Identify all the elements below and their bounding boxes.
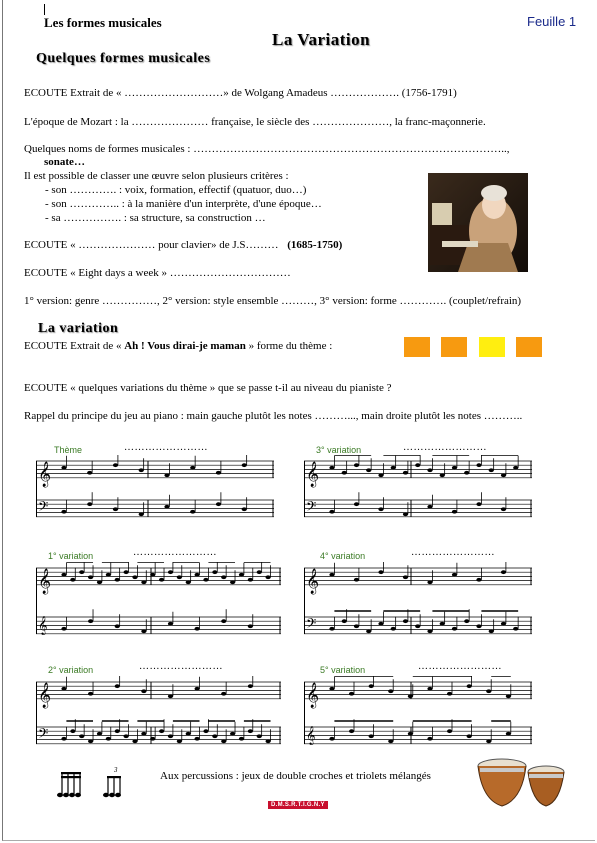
line-versions: 1° version: genre ……………, 2° version: style ensemble ………, 3° version: forme …………. (couplet/refrain) <box>24 295 522 307</box>
main-title: La Variation <box>272 30 371 49</box>
score-label-v5: 5° variation <box>320 665 366 675</box>
svg-text:𝄞: 𝄞 <box>306 568 320 594</box>
score-v1 <box>36 562 281 642</box>
score-blank-v1: …………………… <box>133 547 217 558</box>
percussion-text: Aux percussions : jeux de double croches et triolets mélangés <box>160 770 431 782</box>
score-label-v4: 4° variation <box>320 551 366 561</box>
svg-text:𝄢: 𝄢 <box>38 725 49 745</box>
line-ecoute-bach-text: ECOUTE « ………………… pour clavier» de J.S……… <box>24 239 279 251</box>
line-ecoute-mozart: ECOUTE Extrait de « ………………………» de Wolgang Amadeus ………………. (1756-1791) <box>24 87 457 99</box>
section1-title: Quelques formes musicales <box>36 51 211 66</box>
line-ecoute-bach-dates: (1685-1750) <box>287 239 343 251</box>
svg-text:𝄞: 𝄞 <box>38 615 48 635</box>
score-blank-v3: …………………… <box>403 442 487 453</box>
ecoute-maman-prefix: ECOUTE Extrait de « <box>24 340 122 352</box>
svg-text:𝄞: 𝄞 <box>38 461 52 487</box>
theme-form-swatch-4 <box>516 337 542 357</box>
svg-text:𝄢: 𝄢 <box>38 498 49 518</box>
svg-text:𝄞: 𝄞 <box>306 461 320 487</box>
line-critere-3: - sa ……………. : sa structure, sa construction … <box>45 212 266 224</box>
line-critere-2: - son ………….. : à la manière d'un interprète, d'une époque… <box>45 198 322 210</box>
line-formes: Quelques noms de formes musicales : ………………………………………………………………………….., <box>24 143 510 155</box>
score-v3 <box>304 455 532 525</box>
line-ecoute-bach <box>24 239 342 251</box>
bongo-drums-icon <box>474 752 568 810</box>
score-v5 <box>304 676 532 752</box>
svg-text:𝄢: 𝄢 <box>306 615 317 635</box>
theme-form-swatch-2 <box>441 337 467 357</box>
score-blank-v4: …………………… <box>411 547 495 558</box>
ecoute-maman-title: Ah ! Vous dirai-je maman <box>124 340 246 352</box>
svg-text:𝄞: 𝄞 <box>38 682 52 708</box>
mozart-portrait <box>428 173 528 272</box>
rhythm-notation-icon <box>56 766 132 800</box>
score-theme <box>36 455 274 525</box>
score-label-v1: 1° variation <box>48 551 94 561</box>
theme-form-swatch-1 <box>404 337 430 357</box>
cursor-mark <box>44 4 45 15</box>
score-v4 <box>304 562 532 642</box>
score-blank-theme: …………………… <box>124 442 208 453</box>
line-ecoute-maman <box>24 340 332 352</box>
theme-form-swatch-3 <box>479 337 505 357</box>
sheet-label: Feuille 1 <box>527 14 577 29</box>
svg-text:𝄞: 𝄞 <box>306 682 320 708</box>
svg-text:𝄞: 𝄞 <box>38 568 52 594</box>
score-label-v3: 3° variation <box>316 445 362 455</box>
line-criteres: Il est possible de classer une œuvre selon plusieurs critères : <box>24 170 289 182</box>
line-critere-1: - son …………. : voix, formation, effectif (quatuor, duo…) <box>45 184 307 196</box>
line-rappel: Rappel du principe du jeu au piano : main gauche plutôt les notes ………..., main droite plutôt les notes ……….. <box>24 410 523 422</box>
triplet-mark: 3 <box>114 766 118 774</box>
footer-stamp: D.M.S.R.T.I.G.N.Y <box>268 801 328 809</box>
header-left-title: Les formes musicales <box>44 15 162 30</box>
score-v2 <box>36 676 281 752</box>
score-label-theme: Thème <box>54 445 83 455</box>
line-ecoute-variations: ECOUTE « quelques variations du thème » que se passe t-il au niveau du pianiste ? <box>24 382 392 394</box>
line-sonate: sonate… <box>44 156 85 168</box>
score-blank-v2: …………………… <box>139 661 223 672</box>
section2-title: La variation <box>38 321 119 336</box>
line-epoque: L'époque de Mozart : la ………………… française, le siècle des …………………, la franc-maçonnerie. <box>24 116 486 128</box>
svg-text:𝄞: 𝄞 <box>306 725 316 745</box>
svg-text:𝄢: 𝄢 <box>306 498 317 518</box>
score-label-v2: 2° variation <box>48 665 94 675</box>
score-blank-v5: …………………… <box>418 661 502 672</box>
line-eight-days: ECOUTE « Eight days a week » …………………………… <box>24 267 291 279</box>
ecoute-maman-suffix: » forme du thème : <box>248 340 333 352</box>
